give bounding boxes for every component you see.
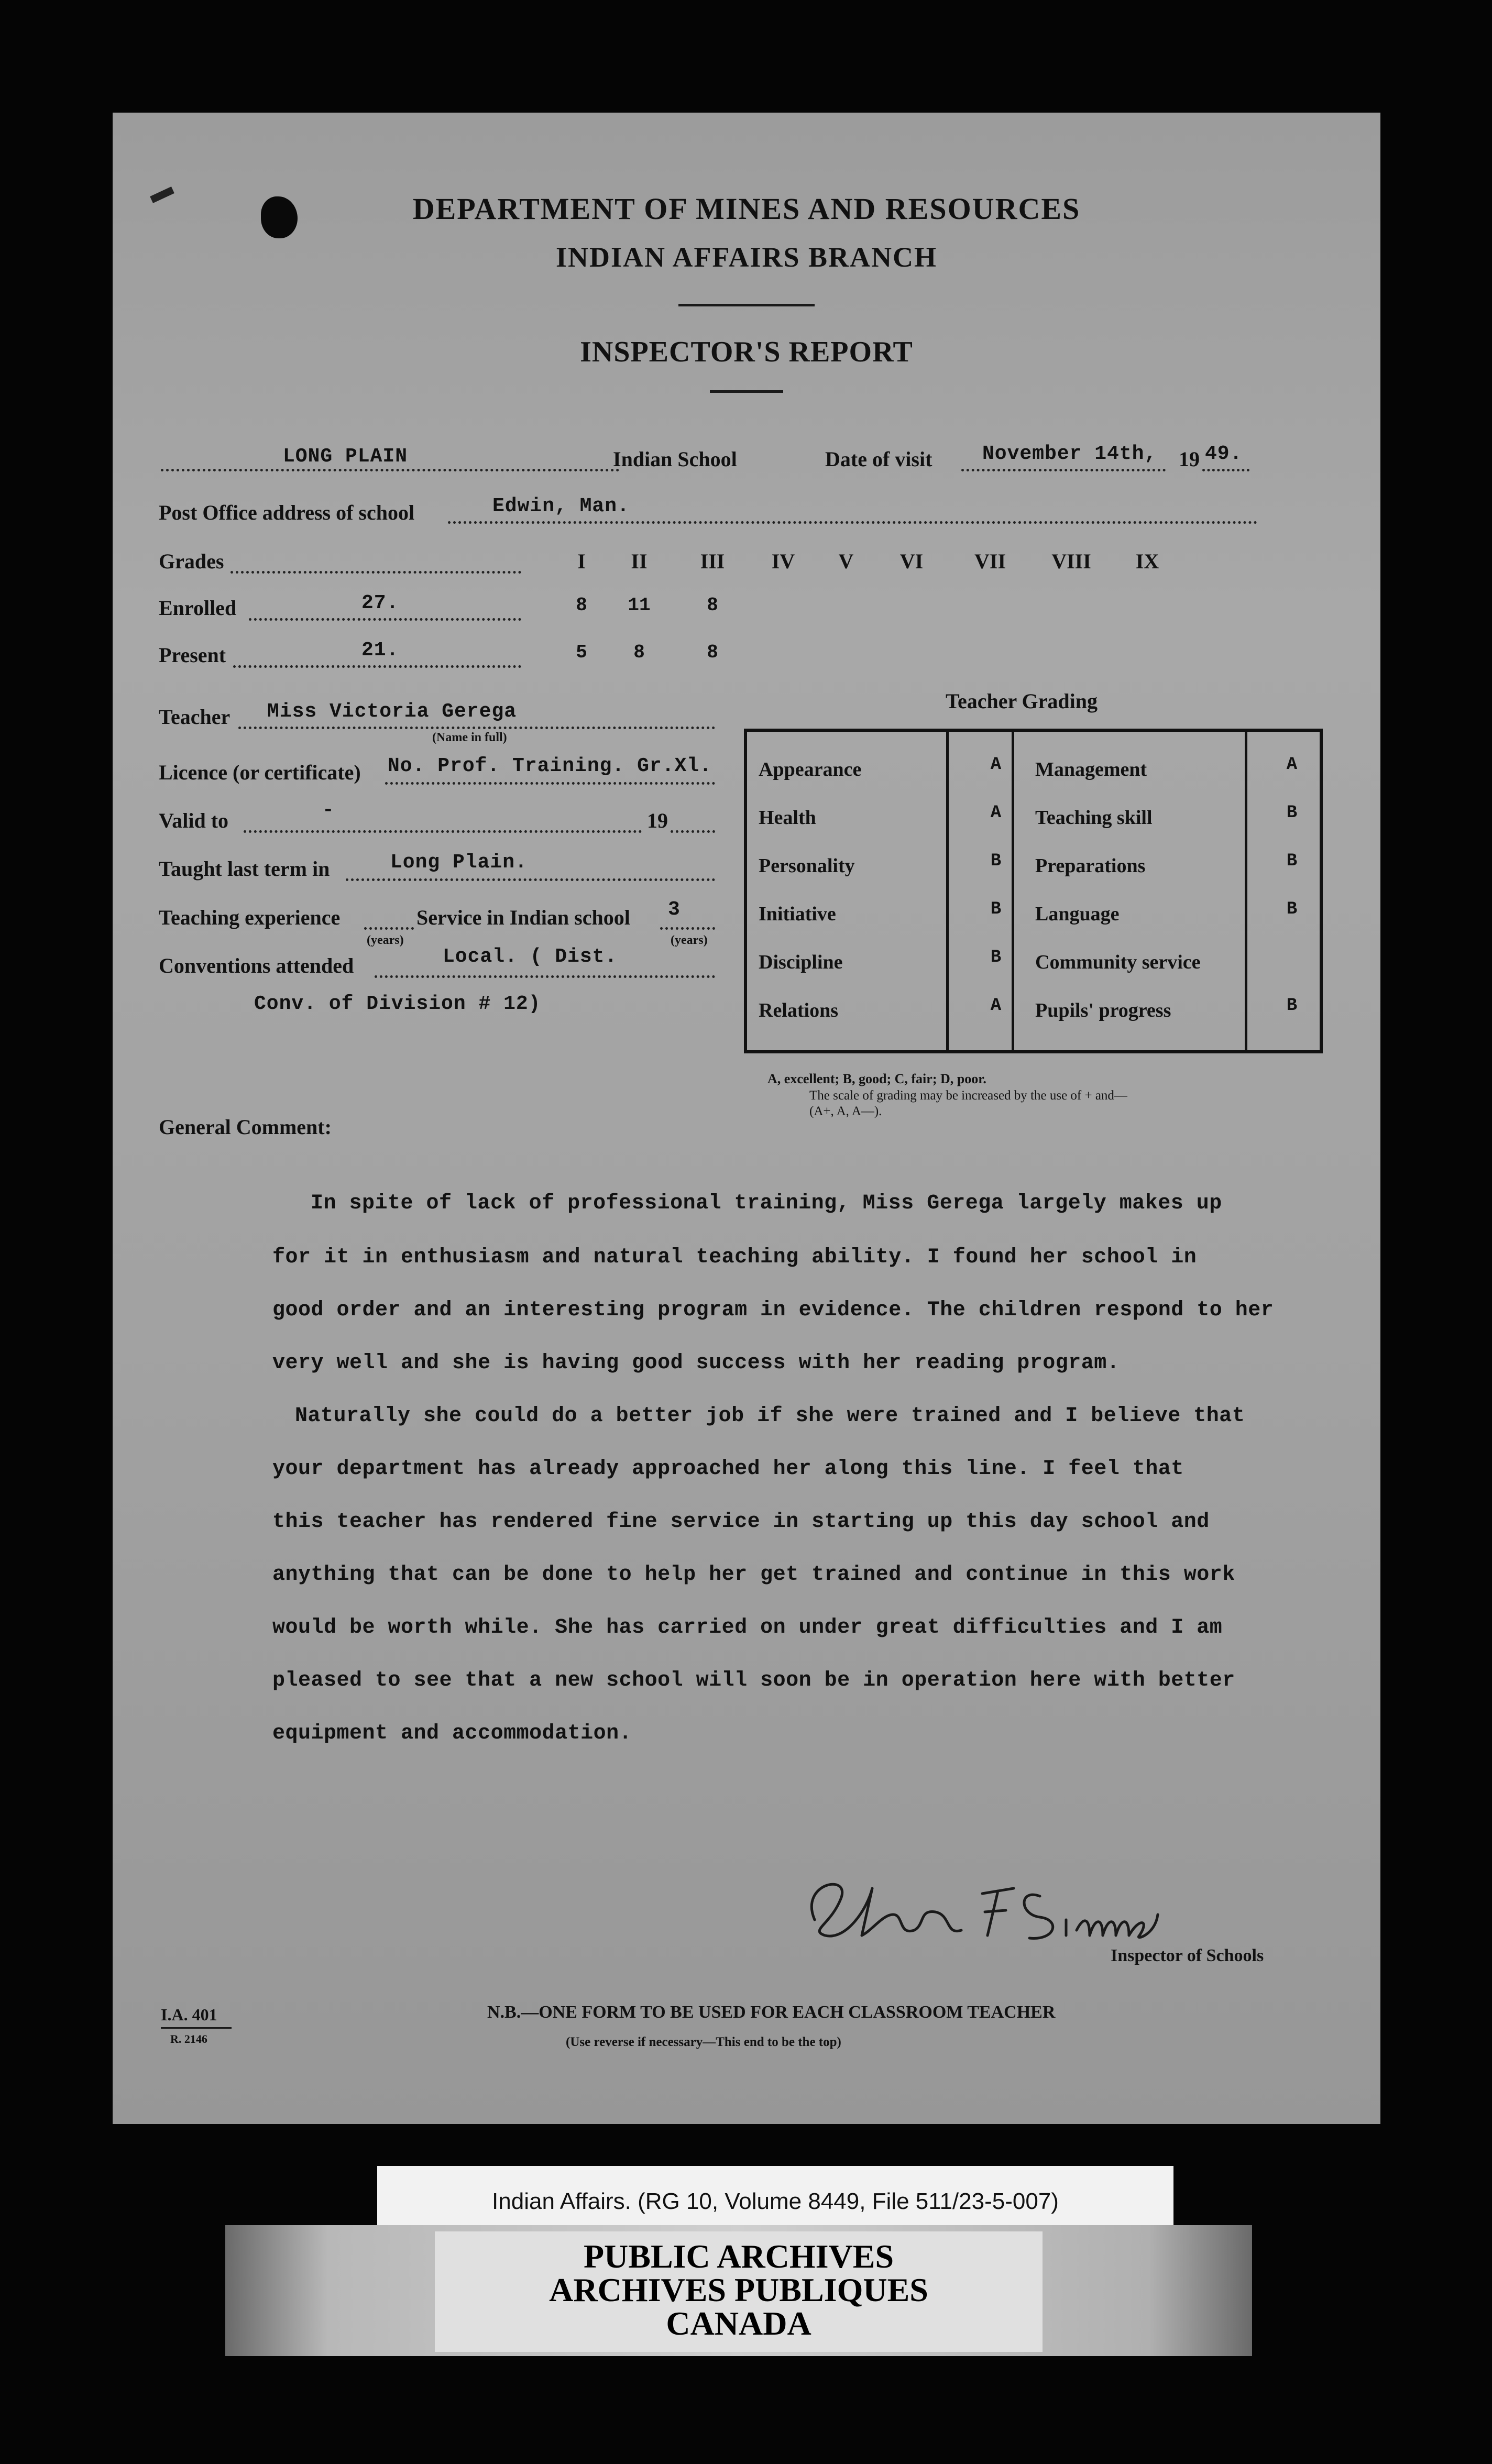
licence-value: No. Prof. Training. Gr.Xl. [388,755,712,777]
grading-value-right-1: A [1286,755,1298,775]
valid-to-value: - [322,799,335,821]
comment-line: very well and she is having good success with her reading program. [272,1351,1120,1375]
comment-line: In spite of lack of professional training, Miss Gerega largely makes up [311,1192,1222,1215]
footer-subnote: (Use reverse if necessary—This end to be the top) [566,2035,841,2049]
comment-line: Naturally she could do a better job if she were trained and I believe that [295,1404,1245,1428]
dots [448,521,1257,524]
present-total: 21. [361,639,399,662]
stamp-line-2: ARCHIVES PUBLIQUES [549,2271,928,2308]
service-in-indian-school-label: Service in Indian school [416,906,630,929]
dots [961,469,1166,471]
present-label: Present [159,643,226,667]
grade-header-1: I [577,549,586,573]
comment-line: equipment and accommodation. [272,1722,632,1745]
comment-line: good order and an interesting program in evidence. The children respond to her [272,1299,1274,1322]
grading-value-right-3: B [1286,851,1298,871]
heading-rule-2 [710,390,783,393]
grading-label-left-2: Health [759,807,816,829]
form-number-rule [161,2027,232,2029]
enrolled-total: 27. [361,592,399,614]
dots [660,927,715,930]
comment-line: this teacher has rendered fine service in starting up this day school and [272,1510,1210,1534]
conventions-value-line1: Local. ( Dist. [443,945,618,968]
comment-line: for it in enthusiasm and natural teaching ability. I found her school in [272,1246,1197,1269]
conventions-value-line2: Conv. of Division # 12) [254,993,541,1015]
dots [385,782,715,785]
inspector-signature [794,1852,1160,1956]
grading-value-left-1: A [990,755,1002,775]
teacher-grading-box [744,729,1323,1053]
grading-label-left-6: Relations [759,999,838,1021]
valid-to-label: Valid to [159,809,229,832]
enrolled-grade-3: 8 [707,595,718,616]
dots [161,469,619,471]
grading-divider-right [1245,732,1247,1050]
grading-value-left-2: A [990,803,1002,823]
stamp-line-1: PUBLIC ARCHIVES [583,2238,894,2275]
enrolled-grade-2: 11 [628,595,651,616]
grade-header-7: VII [974,549,1006,573]
present-grade-3: 8 [707,642,718,663]
present-grade-1: 5 [576,642,587,663]
report-title: INSPECTOR'S REPORT [580,336,913,368]
footer-note: N.B.—ONE FORM TO BE USED FOR EACH CLASSROOM TEACHER [487,2003,1056,2022]
grading-label-right-5: Community service [1035,951,1201,973]
grading-value-right-4: B [1286,899,1298,919]
valid-year-prefix: 19 [647,809,668,832]
year-prefix: 19 [1179,447,1200,471]
grade-header-8: VIII [1051,549,1091,573]
years-note-1: (years) [367,933,404,947]
inspector-of-schools-label: Inspector of Schools [1111,1946,1264,1965]
present-grade-2: 8 [633,642,645,663]
grade-header-4: IV [771,549,795,573]
grading-label-right-3: Preparations [1035,855,1146,877]
heading-rule-1 [678,304,815,306]
grading-value-left-5: B [990,948,1002,967]
grading-divider-left [946,732,949,1050]
dots [1202,469,1249,471]
dots [249,618,521,621]
grading-label-left-3: Personality [759,855,855,877]
post-office-value: Edwin, Man. [492,495,630,518]
grading-value-left-4: B [990,899,1002,919]
enrolled-label: Enrolled [159,596,237,620]
school-name-value: LONG PLAIN [283,445,408,468]
teaching-experience-label: Teaching experience [159,906,341,929]
grading-label-left-4: Initiative [759,903,836,925]
grade-header-3: III [700,549,725,573]
years-note-2: (years) [671,933,708,947]
dots [671,830,715,833]
comment-line: anything that can be done to help her get trained and continue in this work [272,1563,1235,1587]
teacher-grading-title: Teacher Grading [946,689,1098,713]
dots [375,975,715,978]
grading-label-right-6: Pupils' progress [1035,999,1171,1021]
branch-heading: INDIAN AFFAIRS BRANCH [555,241,938,273]
grading-scale-note-1: The scale of grading may be increased by the use of + and— [809,1088,1127,1103]
form-number: I.A. 401 [161,2005,217,2024]
comment-line: your department has already approached her along this line. I feel that [272,1457,1184,1481]
grade-header-9: IX [1135,549,1159,573]
date-of-visit-label: Date of visit [825,447,932,471]
grade-header-6: VI [899,549,924,573]
date-of-visit-value: November 14th, [982,443,1157,465]
general-comment-label: General Comment: [159,1115,332,1139]
public-archives-stamp [435,2231,1043,2352]
grading-value-left-6: A [990,996,1002,1016]
grade-header-5: V [838,549,854,573]
dots [244,830,642,833]
teacher-label: Teacher [159,705,231,729]
taught-last-term-label: Taught last term in [159,857,330,881]
grading-value-right-2: B [1286,803,1298,823]
teacher-value: Miss Victoria Gerega [267,700,517,723]
grade-header-2: II [631,549,648,573]
grading-legend: A, excellent; B, good; C, fair; D, poor. [767,1071,986,1086]
grades-label: Grades [159,549,224,573]
year-value: 49. [1205,443,1243,465]
dots [233,665,521,668]
licence-label: Licence (or certificate) [159,761,361,784]
grading-label-left-5: Discipline [759,951,843,973]
indian-school-label: Indian School [613,447,737,471]
comment-line: pleased to see that a new school will soon be in operation here with better [272,1669,1235,1692]
grading-label-left-1: Appearance [759,758,862,780]
grading-value-left-3: B [990,851,1002,871]
form-sub-number: R. 2146 [170,2032,207,2045]
dots [231,571,521,574]
grading-divider-center [1012,732,1014,1050]
grading-scale-note-2: (A+, A, A—). [809,1104,882,1118]
enrolled-grade-1: 8 [576,595,587,616]
conventions-label: Conventions attended [159,954,354,977]
taught-last-term-value: Long Plain. [390,851,528,874]
grading-label-right-4: Language [1035,903,1120,925]
grading-value-right-6: B [1286,996,1298,1016]
dots [364,927,414,930]
grading-label-right-1: Management [1035,758,1147,780]
department-heading: DEPARTMENT OF MINES AND RESOURCES [412,192,1081,226]
dots [346,878,715,881]
name-in-full-note: (Name in full) [432,731,507,744]
inspector-report-form [113,113,1380,2124]
service-value: 3 [668,898,681,921]
grading-label-right-2: Teaching skill [1035,807,1153,829]
dots [238,727,715,729]
archive-citation-label: Indian Affairs. (RG 10, Volume 8449, File 511/23-5-007) [377,2166,1173,2237]
stamp-line-3: CANADA [666,2305,811,2342]
post-office-label: Post Office address of school [159,501,415,524]
comment-line: would be worth while. She has carried on under great difficulties and I am [272,1616,1223,1640]
